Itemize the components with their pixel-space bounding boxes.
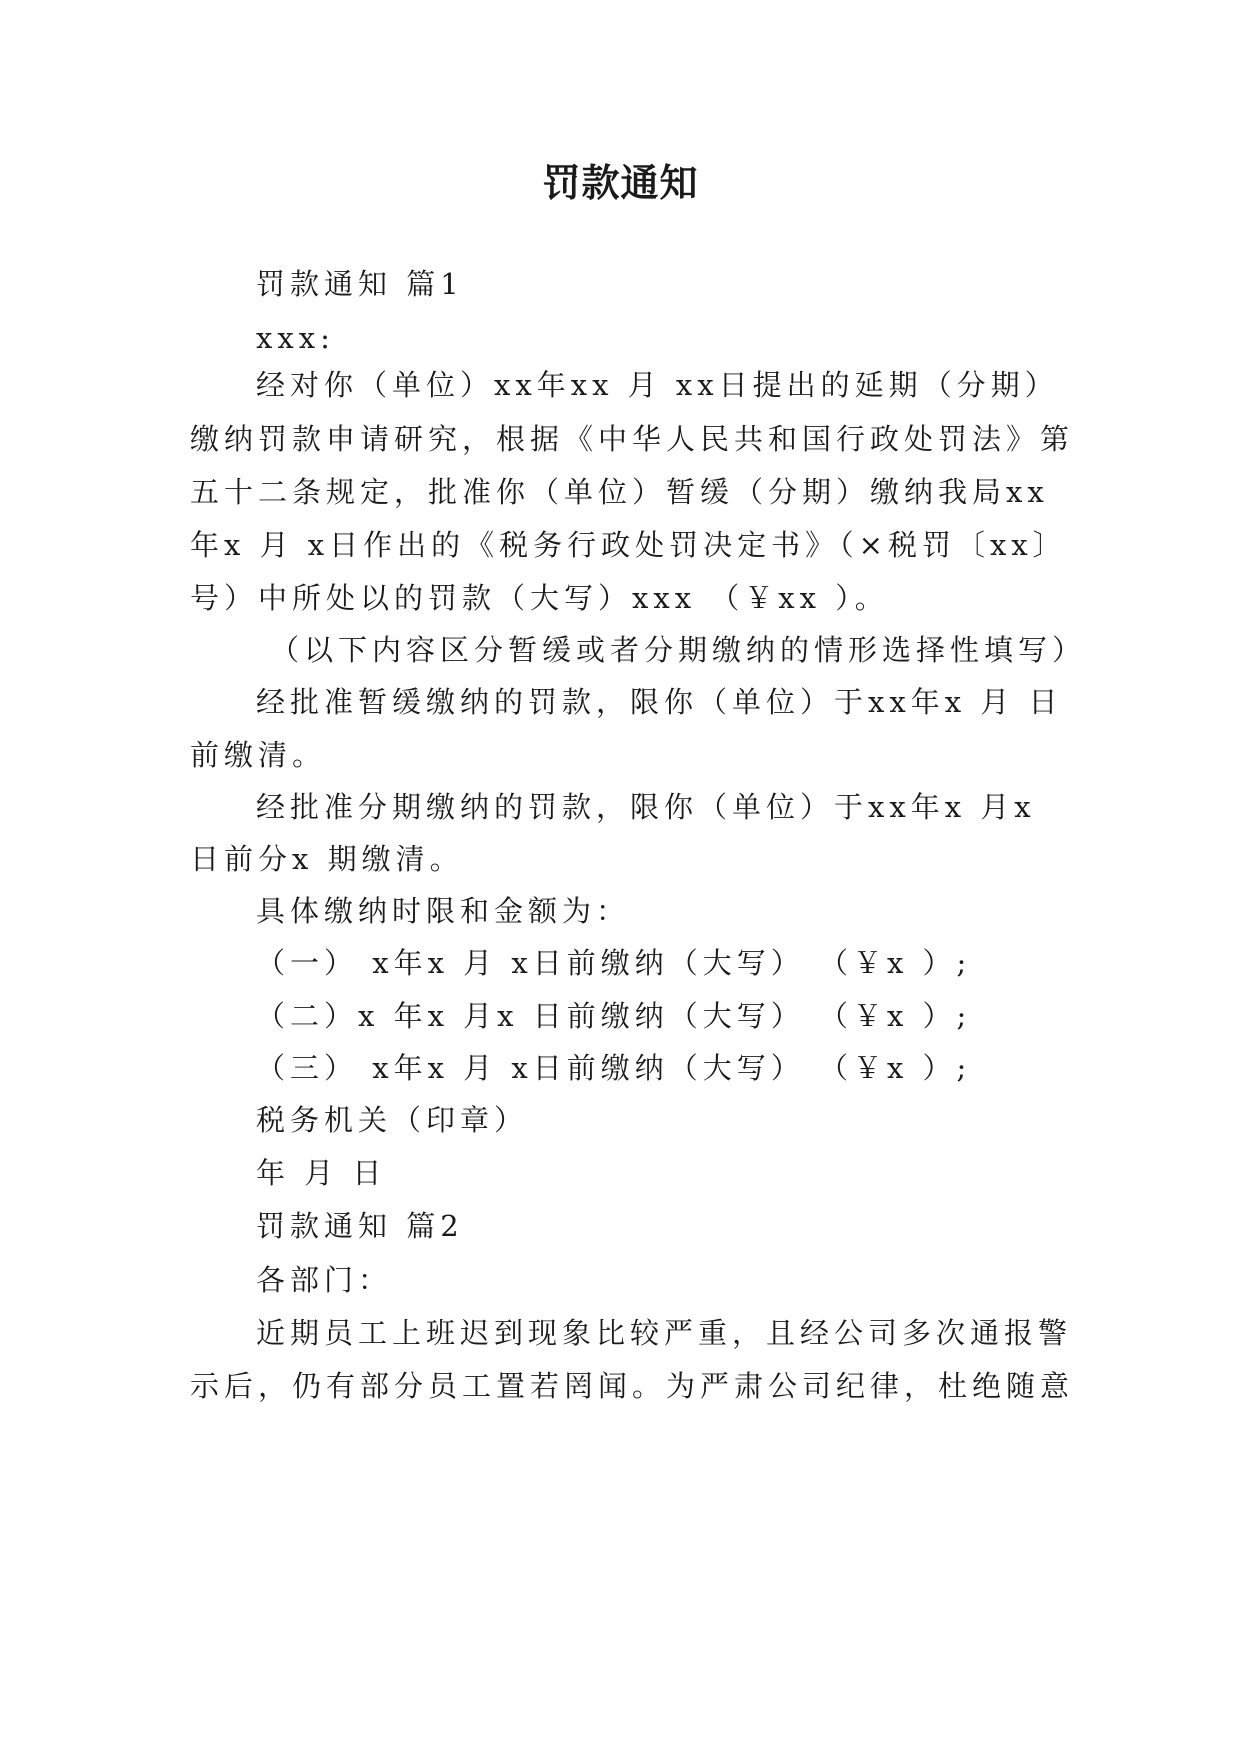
list-item: （二）x 年x 月x 日前缴纳（大写） （￥x ）; bbox=[256, 999, 972, 1033]
signature-line: 税务机关（印章） bbox=[256, 1103, 529, 1137]
date-line: 年 月 日 bbox=[256, 1156, 387, 1190]
body-line: 号）中所处以的罚款（大写）xxx （￥xx ）。 bbox=[190, 581, 889, 615]
salutation: xxx: bbox=[256, 321, 335, 355]
body-line: 经批准暂缓缴纳的罚款，限你（单位）于xx年x 月 日 bbox=[256, 685, 1063, 719]
body-line: 日前分x 期缴清。 bbox=[190, 842, 464, 876]
list-item: （三） x年x 月 x日前缴纳（大写） （￥x ）; bbox=[256, 1051, 972, 1085]
section-heading-2: 罚款通知 篇2 bbox=[256, 1209, 464, 1243]
body-line: 近期员工上班迟到现象比较严重，且经公司多次通报警 bbox=[256, 1316, 1073, 1350]
body-note: （以下内容区分暂缓或者分期缴纳的情形选择性填写） bbox=[270, 633, 1087, 667]
body-line: 年x 月 x日作出的《税务行政处罚决定书》（×税罚〔xx〕 bbox=[190, 528, 1067, 562]
list-item: （一） x年x 月 x日前缴纳（大写） （￥x ）; bbox=[256, 946, 972, 980]
salutation: 各部门： bbox=[256, 1263, 393, 1297]
body-line: 前缴清。 bbox=[190, 738, 327, 772]
body-line: 五十二条规定，批准你（单位）暂缓（分期）缴纳我局xx bbox=[190, 475, 1049, 509]
body-line: 示后，仍有部分员工置若罔闻。为严肃公司纪律，杜绝随意 bbox=[190, 1369, 1075, 1403]
body-line: 缴纳罚款申请研究，根据《中华人民共和国行政处罚法》第 bbox=[190, 422, 1075, 456]
body-line: 经批准分期缴纳的罚款，限你（单位）于xx年x 月x bbox=[256, 790, 1036, 824]
section-heading-1: 罚款通知 篇1 bbox=[256, 267, 464, 301]
body-line: 具体缴纳时限和金额为： bbox=[256, 894, 631, 928]
document-title: 罚款通知 bbox=[542, 160, 699, 205]
body-line: 经对你（单位）xx年xx 月 xx日提出的延期（分期） bbox=[256, 368, 1059, 402]
